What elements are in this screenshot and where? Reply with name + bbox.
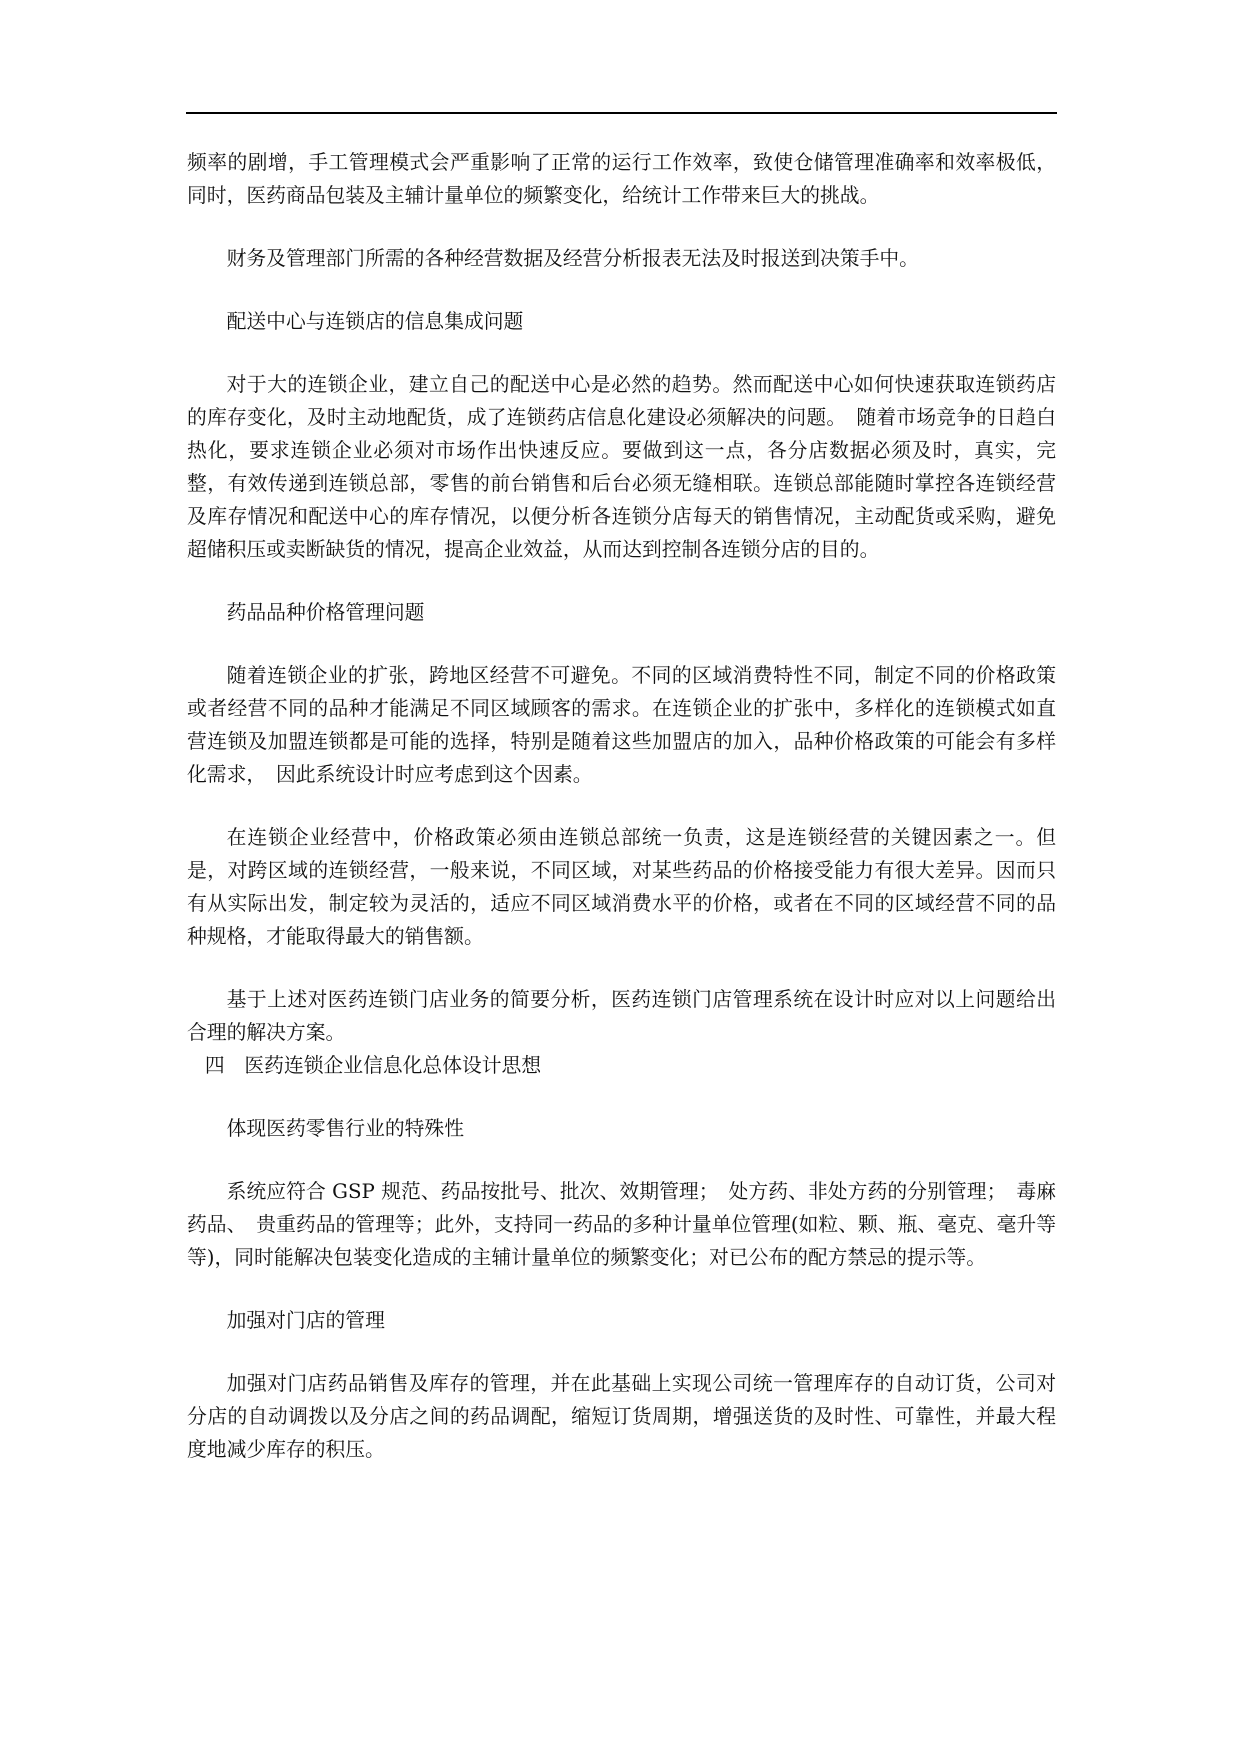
subheading-price-management: 药品品种价格管理问题 <box>226 601 425 624</box>
subheading-distribution-integration: 配送中心与连锁店的信息集成问题 <box>226 310 524 333</box>
subheading-industry-specific: 体现医药零售行业的特殊性 <box>226 1117 464 1140</box>
subheading-store-management: 加强对门店的管理 <box>226 1309 385 1332</box>
paragraph-price-policy: 在连锁企业经营中，价格政策必须由连锁总部统一负责，这是连锁经营的关键因素之一。但是，对跨区域的连锁经营，一般来说，不同区域，对某些药品的价格接受能力有很大差异。因而只有从实际出发，制定较为灵活的，适应不同区域消费水平的价格，或者在不同的区域经营不同的品种规格，才能取得最大的销售额。 <box>187 826 1056 948</box>
header-rule <box>186 112 1057 114</box>
paragraph-continuation: 频率的剧增，手工管理模式会严重影响了正常的运行工作效率，致使仓储管理准确率和效率极低，同时，医药商品包装及主辅计量单位的频繁变化，给统计工作带来巨大的挑战。 <box>187 151 1056 207</box>
paragraph-summary: 基于上述对医药连锁门店业务的简要分析，医药连锁门店管理系统在设计时应对以上问题给出合理的解决方案。 <box>187 988 1056 1044</box>
paragraph-distribution-center: 对于大的连锁企业，建立自己的配送中心是必然的趋势。然而配送中心如何快速获取连锁药店的库存变化，及时主动地配货，成了连锁药店信息化建设必须解决的问题。 随着市场竞争的日趋白热化，要求连锁企业必须对市场作出快速反应。要做到这一点，各分店数据必须及时，真实，完整，有效传递到连锁总部，零售的前台销售和后台必须无缝相联。连锁总部能随时掌控各连锁经营及库存情况和配送中心的库存情况，以便分析各连锁分店每天的销售情况，主动配货或采购，避免超储积压或卖断缺货的情况，提高企业效益，从而达到控制各连锁分店的目的。 <box>187 373 1056 561</box>
document-body <box>187 146 1056 1496</box>
section-heading-four: 四 医药连锁企业信息化总体设计思想 <box>204 1054 542 1077</box>
paragraph-finance: 财务及管理部门所需的各种经营数据及经营分析报表无法及时报送到决策手中。 <box>226 247 919 270</box>
paragraph-store-management: 加强对门店药品销售及库存的管理，并在此基础上实现公司统一管理库存的自动订货，公司对分店的自动调拨以及分店之间的药品调配，缩短订货周期，增强送货的及时性、可靠性，并最大程度地减少库存的积压。 <box>187 1372 1056 1461</box>
paragraph-expansion: 随着连锁企业的扩张，跨地区经营不可避免。不同的区域消费特性不同，制定不同的价格政策或者经营不同的品种才能满足不同区域顾客的需求。在连锁企业的扩张中，多样化的连锁模式如直营连锁及加盟连锁都是可能的选择，特别是随着这些加盟店的加入，品种价格政策的可能会有多样化需求， 因此系统设计时应考虑到这个因素。 <box>187 664 1056 786</box>
paragraph-gsp: 系统应符合 GSP 规范、药品按批号、批次、效期管理； 处方药、非处方药的分别管理； 毒麻药品、 贵重药品的管理等；此外，支持同一药品的多种计量单位管理(如粒、颗、瓶、毫克、毫升等等)，同时能解决包装变化造成的主辅计量单位的频繁变化；对已公布的配方禁忌的提示等。 <box>187 1180 1056 1269</box>
